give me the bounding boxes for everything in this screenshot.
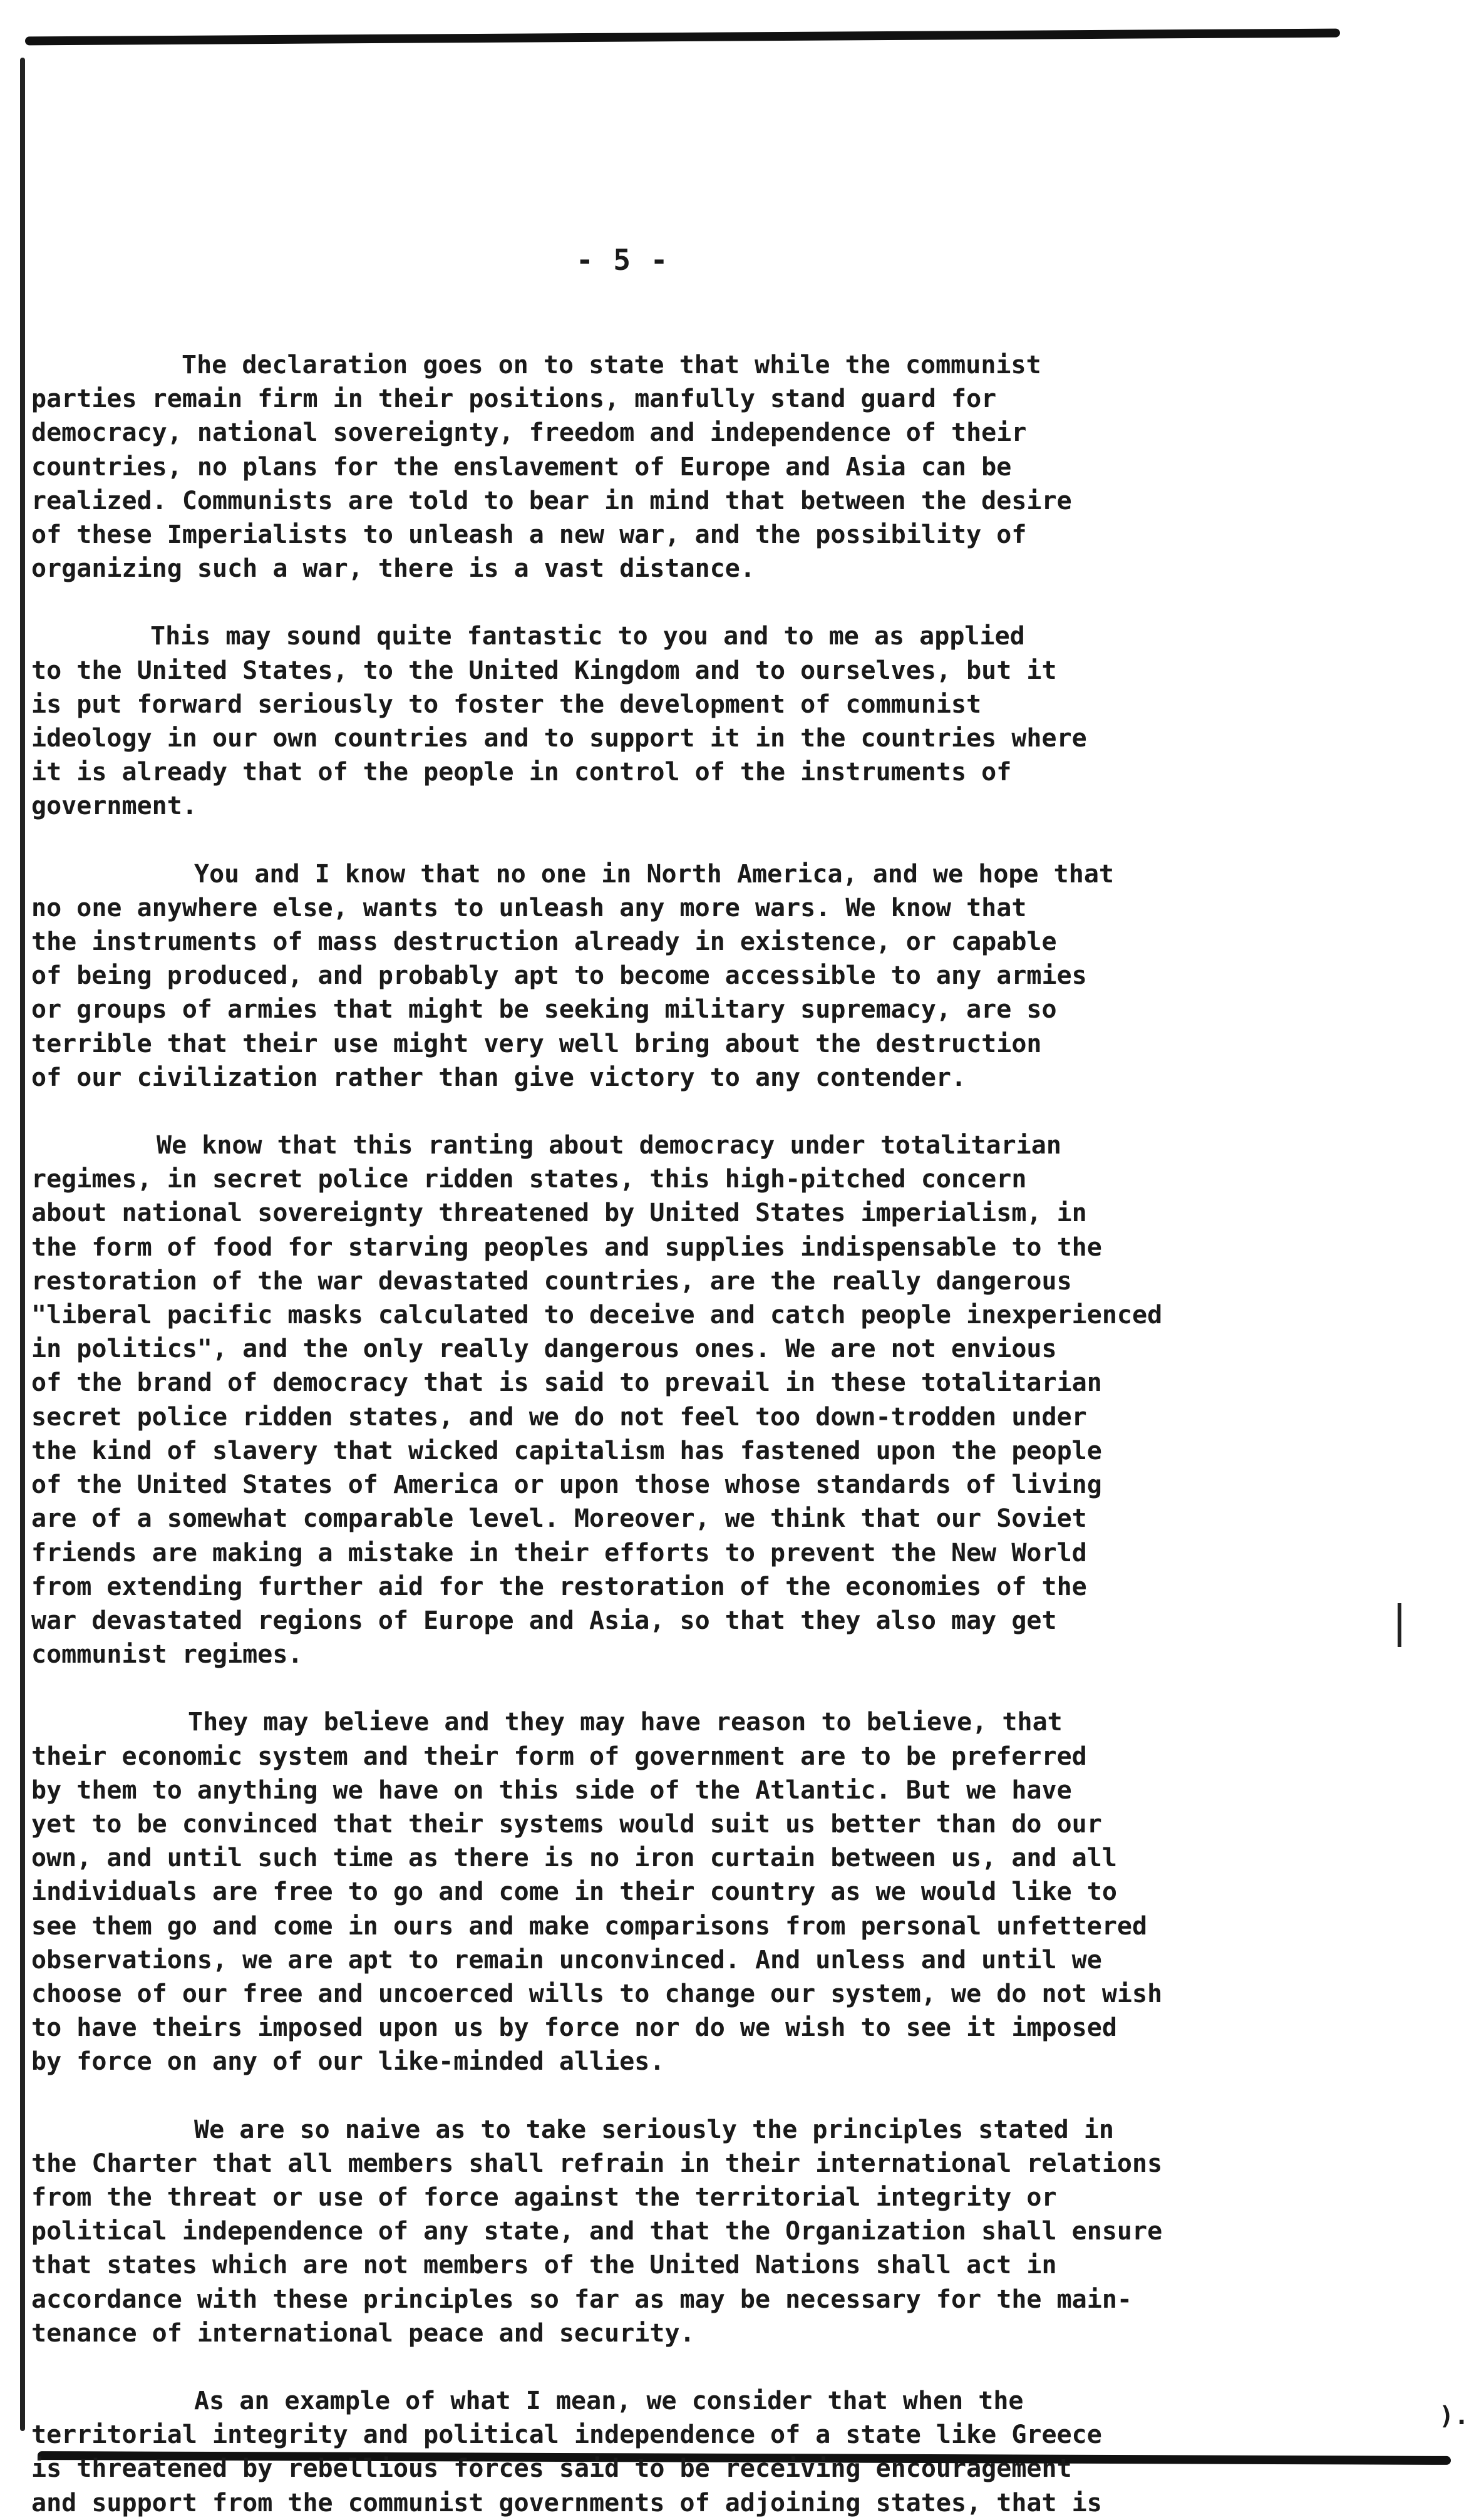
text-line: it is already that of the people in control of the instruments of <box>31 758 1012 787</box>
text-line: of our civilization rather than give victory to any contender. <box>31 1063 967 1092</box>
text-line: choose of our free and uncoerced wills to change our system, we do not wish <box>31 1979 1163 2008</box>
text-line: organizing such a war, there is a vast distance. <box>31 554 755 584</box>
text-line: to have theirs imposed upon us by force nor do we wish to see it imposed <box>31 2013 1117 2043</box>
text-line: individuals are free to go and come in their country as we would like to <box>31 1877 1117 1907</box>
text-line: by force on any of our like-minded allies. <box>31 2047 665 2077</box>
margin-mark <box>1398 1603 1401 1647</box>
text-line: "liberal pacific masks calculated to deceive and catch people inexperienced <box>31 1301 1163 1330</box>
corner-mark: ). <box>1439 2402 1469 2430</box>
text-line: of the United States of America or upon those whose standards of living <box>31 1470 1102 1500</box>
text-line: countries, no plans for the enslavement of Europe and Asia can be <box>31 452 1012 482</box>
paragraph-4 <box>31 1128 1163 1671</box>
text-line: parties remain firm in their positions, manfully stand guard for <box>31 385 997 414</box>
text-line: You and I know that no one in North America, and we hope that <box>194 859 1115 889</box>
text-line: accordance with these principles so far as may be necessary for the main- <box>31 2285 1132 2314</box>
paragraph-7 <box>31 2384 1158 2520</box>
text-line: the form of food for starving peoples and supplies indispensable to the <box>31 1232 1102 1262</box>
text-line: war devastated regions of Europe and Asia, so that they also may get <box>31 1606 1057 1635</box>
text-line: see them go and come in ours and make comparisons from personal unfettered <box>31 1911 1148 1941</box>
text-line: of being produced, and probably apt to become accessible to any armies <box>31 961 1087 991</box>
text-line: restoration of the war devastated countries, are the really dangerous <box>31 1266 1072 1296</box>
text-line: This may sound quite fantastic to you and to me as applied <box>150 622 1025 651</box>
text-line: communist regimes. <box>31 1640 303 1670</box>
text-line: is put forward seriously to foster the development of communist <box>31 689 982 719</box>
text-line: in politics", and the only really dangerous ones. We are not envious <box>31 1335 1057 1364</box>
text-line: political independence of any state, and that the Organization shall ensure <box>31 2217 1163 2246</box>
text-line: that states which are not members of the United Nations shall act in <box>31 2251 1057 2280</box>
page-number: - 5 - <box>576 243 669 277</box>
text-line: ideology in our own countries and to support it in the countries where <box>31 724 1087 753</box>
paragraph-5 <box>31 1705 1163 2078</box>
text-line: are of a somewhat comparable level. Moreover, we think that our Soviet <box>31 1504 1087 1534</box>
text-line: yet to be convinced that their systems would suit us better than do our <box>31 1809 1102 1839</box>
text-line: democracy, national sovereignty, freedom and independence of their <box>31 418 1027 448</box>
paragraph-2 <box>31 619 1158 823</box>
text-line: by them to anything we have on this side of the Atlantic. But we have <box>31 1775 1072 1805</box>
text-line: friends are making a mistake in their efforts to prevent the New World <box>31 1538 1087 1567</box>
text-line: of the brand of democracy that is said to prevail in these totalitarian <box>31 1368 1102 1398</box>
text-line: tenance of international peace and security. <box>31 2318 695 2348</box>
text-line: As an example of what I mean, we consider that when the <box>194 2386 1024 2415</box>
paragraph-3 <box>31 857 1158 1095</box>
paragraph-6 <box>31 2113 1163 2350</box>
text-line: The declaration goes on to state that while the communist <box>182 351 1041 380</box>
text-line: from the threat or use of force against the territorial integrity or <box>31 2182 1057 2212</box>
page-border-left <box>20 58 25 2431</box>
text-line: the kind of slavery that wicked capitalism has fastened upon the people <box>31 1436 1102 1465</box>
text-line: the Charter that all members shall refrain in their international relations <box>31 2149 1163 2178</box>
page-border-top <box>25 29 1340 46</box>
text-line: the instruments of mass destruction already in existence, or capable <box>31 927 1057 957</box>
text-line: is threatened by rebellious forces said to be receiving encouragement <box>31 2454 1072 2484</box>
text-line: about national sovereignty threatened by United States imperialism, in <box>31 1199 1087 1228</box>
text-line: or groups of armies that might be seeking military supremacy, are so <box>31 995 1057 1025</box>
text-line: We know that this ranting about democracy under totalitarian <box>157 1131 1061 1160</box>
text-line: from extending further aid for the restoration of the economies of the <box>31 1572 1087 1601</box>
text-line: They may believe and they may have reason to believe, that <box>188 1708 1063 1737</box>
text-line: regimes, in secret police ridden states, this high-pitched concern <box>31 1165 1027 1194</box>
text-line: observations, we are apt to remain unconvinced. And unless and until we <box>31 1945 1102 1975</box>
text-line: government. <box>31 792 197 821</box>
text-line: We are so naive as to take seriously the principles stated in <box>194 2115 1115 2144</box>
text-line: no one anywhere else, wants to unleash any more wars. We know that <box>31 893 1027 922</box>
text-line: terrible that their use might very well bring about the destruction <box>31 1029 1042 1058</box>
text-line: of these Imperialists to unleash a new war, and the possibility of <box>31 520 1027 550</box>
document-body <box>31 326 1163 2520</box>
text-line: and support from the communist governments of adjoining states, that is <box>31 2488 1102 2517</box>
text-line: realized. Communists are told to bear in mind that between the desire <box>31 486 1072 515</box>
text-line: secret police ridden states, and we do not feel too down-trodden under <box>31 1402 1087 1432</box>
text-line: own, and until such time as there is no iron curtain between us, and all <box>31 1844 1117 1873</box>
text-line: territorial integrity and political independence of a state like Greece <box>31 2420 1102 2450</box>
text-line: their economic system and their form of government are to be preferred <box>31 1742 1087 1771</box>
text-line: to the United States, to the United Kingdom and to ourselves, but it <box>31 656 1057 685</box>
paragraph-1 <box>31 348 1158 586</box>
